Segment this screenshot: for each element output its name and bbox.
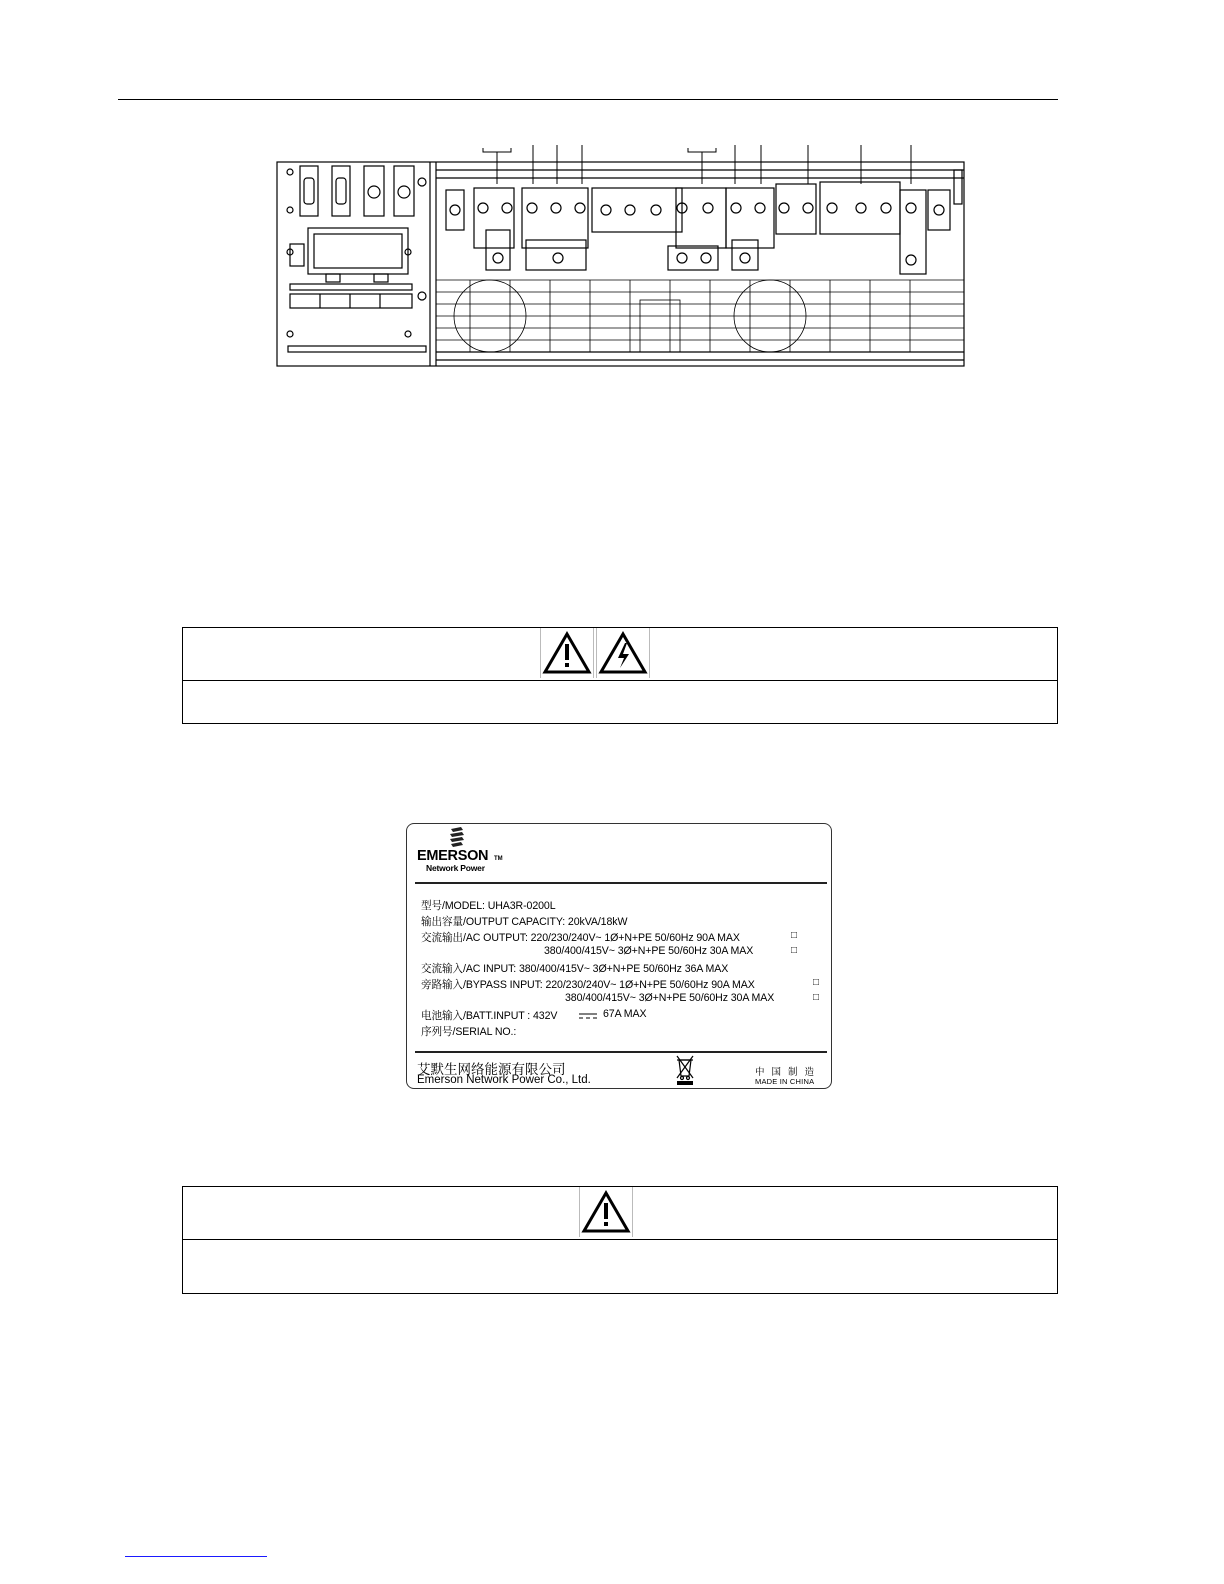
made-in-china-cn: 中国制造 [755,1067,822,1078]
spec-batt-current: 67A MAX [603,1008,647,1020]
spec-serial: 序列号/SERIAL NO.: [421,1026,517,1038]
company-name-en: Emerson Network Power Co., Ltd. [417,1074,591,1086]
brand-name: EMERSON [417,848,489,864]
spec-bypass-2: 380/400/415V~ 3Ø+N+PE 50/60Hz 30A MAX [565,992,775,1004]
footnote-rule [125,1556,267,1557]
cable-grille [436,280,964,352]
spec-capacity: 输出容量/OUTPUT CAPACITY: 20kVA/18kW [421,916,628,928]
header-rule [118,99,1058,100]
comm-ports [287,166,426,216]
spec-ac-output-2: 380/400/415V~ 3Ø+N+PE 50/60Hz 30A MAX [544,945,754,957]
weee-bin-icon [675,1054,695,1086]
warning-box-1 [182,627,1058,724]
checkbox-ac-output-1: □ [791,930,798,941]
warning-triangle-icon [540,628,594,678]
product-nameplate [406,823,832,1089]
sub-brand: Network Power [426,863,485,873]
spec-batt-input: 电池输入/BATT.INPUT : 432V [421,1010,558,1022]
dc-symbol-icon [579,1012,597,1020]
electric-shock-icon [596,628,650,678]
checkbox-bypass-2: □ [813,992,820,1003]
company-name-cn: 艾默生网络能源有限公司 [417,1062,566,1077]
warning-box-2 [182,1186,1058,1294]
trademark: TM [494,856,503,862]
terminal-block-diagram [270,140,970,372]
warning-text-1 [183,681,1057,723]
spec-ac-output-1: 交流输出/AC OUTPUT: 220/230/240V~ 1Ø+N+PE 50/60Hz 90A MAX [421,932,740,944]
spec-model: 型号/MODEL: UHA3R-0200L [421,900,556,912]
warning-text-2 [183,1240,1057,1292]
nameplate-divider-bottom [415,1051,827,1053]
checkbox-ac-output-2: □ [791,945,798,956]
checkbox-bypass-1: □ [813,977,820,988]
terminal-posts [446,182,950,274]
made-in-china-en: MADE IN CHINA [755,1077,815,1086]
emerson-logo-icon [447,827,467,849]
nameplate-divider-top [415,882,827,884]
breaker-module [287,228,426,352]
spec-ac-input: 交流输入/AC INPUT: 380/400/415V~ 3Ø+N+PE 50/60Hz 36A MAX [421,963,729,975]
spec-bypass-1: 旁路输入/BYPASS INPUT: 220/230/240V~ 1Ø+N+PE 50/60Hz 90A MAX [421,979,755,991]
side-latch [954,170,962,204]
warning-triangle-icon [579,1187,633,1237]
